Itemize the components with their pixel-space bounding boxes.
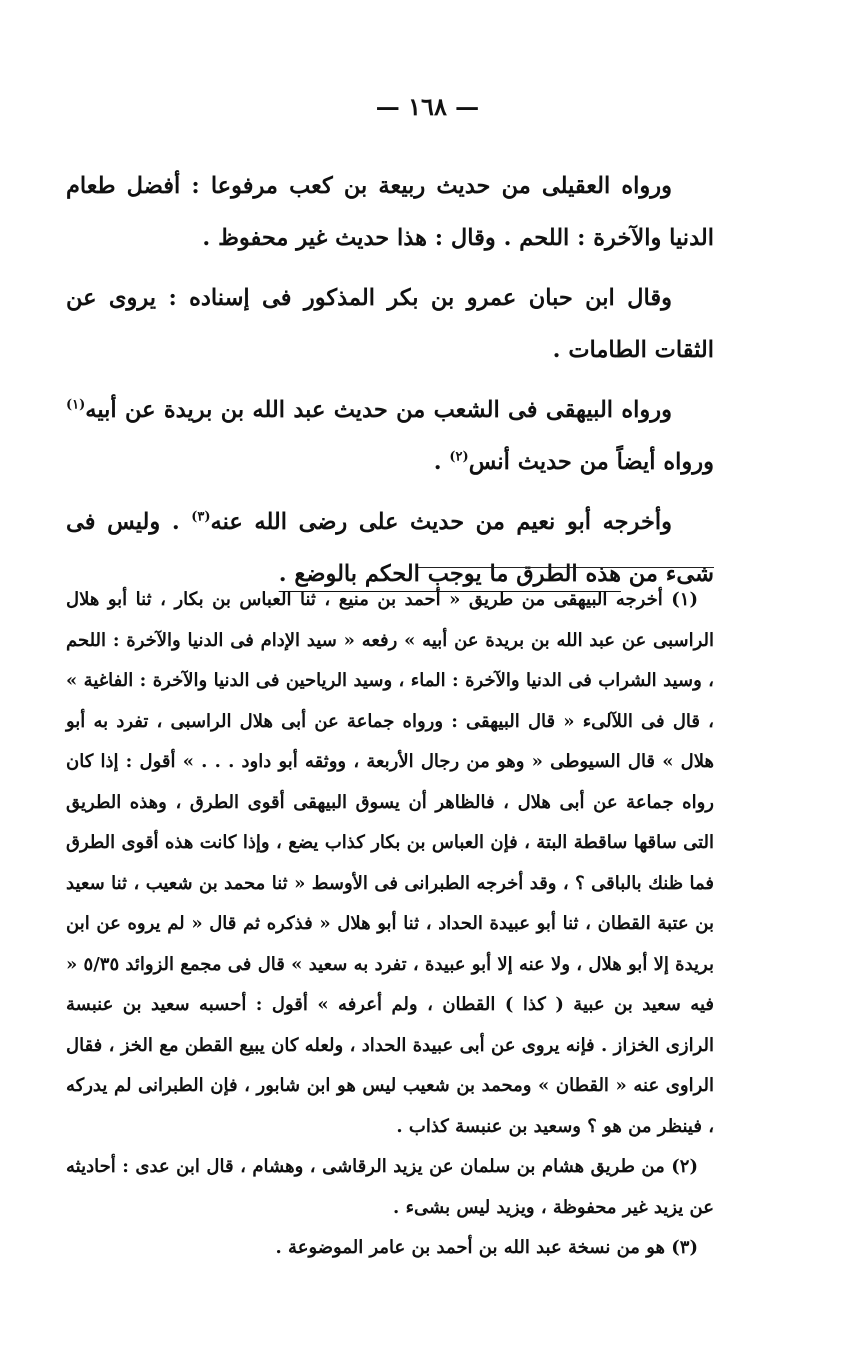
footnote-3: (٣) هو من نسخة عبد الله بن أحمد بن عامر الموضوعة . <box>275 1237 698 1258</box>
paragraph-3 <box>66 384 714 488</box>
main-text <box>66 160 714 608</box>
paragraph-4-text-c: هذه الطرق ما يوجب الحكم بالوضع . <box>278 561 621 587</box>
footnote-1: (١) أخرجه البيهقى من طريق « أحمد بن منيع ، ثنا العباس بن بكار ، ثنا أبو هلال الراسبى عن عبد الله بن بريدة عن أبيه » رفعه « سيد الإدام فى الدنيا والآخرة : اللحم ، وسيد الشراب فى الدنيا والآخرة : الماء ، وسيد الرياحين فى الدنيا والآخرة : الفاغية » ، قال فى اللآلىء « قال البيهقى : ورواه جماعة عن أبى هلال الراسبى ، تفرد به أبو هلال » قال السيوطى « وهو من رجال الأربعة ، ووثقه أبو داود . . . » أقول : إذا كان رواه جماعة عن أبى هلال ، فالظاهر أن يسوق البيهقى أقوى الطرق ، وهذه الطريق التى ساقها ساقطة البتة ، فإن العباس بن بكار كذاب يضع ، وإذا كانت هذه أقوى الطرق فما ظنك بالباقى ؟ ، وقد أخرجه الطبرانى فى الأوسط « ثنا محمد بن شعيب ، ثنا سعيد بن عتبة القطان ، ثنا أبو عبيدة الحداد ، ثنا أبو هلال « فذكره ثم قال « لم يروه عن ابن بريدة إلا أبو هلال ، ولا عنه إلا أبو عبيدة ، تفرد به سعيد » قال فى مجمع الزوائد ٥/٣٥ « فيه سعيد بن عبية ( كذا ) القطان ، ولم أعرفه » أقول : أحسبه سعيد بن عنبسة الرازى الخزاز . فإنه يروى عن أبى عبيدة الحداد ، ولعله كان يبيع القطن مع الخز ، فقال الراوى عنه « القطان » ومحمد بن شعيب ليس هو ابن شابور ، فإن الطبرانى لم يدركه ، فينظر من هو ؟ وسعيد بن عنبسة كذاب . <box>66 589 714 1137</box>
paragraph-3-text-b: ورواه أيضاً من حديث أنس <box>468 449 714 475</box>
footnotes <box>66 580 714 1269</box>
footnote-ref-3: (٣) <box>191 509 211 525</box>
paragraph-4-text-b: . وليس فى شىء من <box>66 509 714 587</box>
page-number: — ١٦٨ — <box>375 92 480 121</box>
footnote-separator <box>418 567 714 568</box>
paragraph-3-text-a: ورواه البيهقى فى الشعب من حديث عبد الله بن بريدة عن أبيه <box>85 397 672 423</box>
paragraph-3-text-c: . <box>433 449 442 475</box>
paragraph-1: ورواه العقيلى من حديث ربيعة بن كعب مرفوعا : أفضل طعام الدنيا والآخرة : اللحم . وقال : هذا حديث غير محفوظ . <box>66 173 714 251</box>
paragraph-4-text-a: وأخرجه أبو نعيم من حديث على رضى الله عنه <box>210 509 672 535</box>
footnote-ref-1: (١) <box>66 397 86 413</box>
footnote-2: (٢) من طريق هشام بن سلمان عن يزيد الرقاشى ، وهشام ، قال ابن عدى : أحاديثه عن يزيد غير محفوظة ، ويزيد ليس بشىء . <box>66 1156 714 1218</box>
paragraph-2: وقال ابن حبان عمرو بن بكر المذكور فى إسناده : يروى عن الثقات الطامات . <box>66 285 714 363</box>
footnote-ref-2: (٢) <box>449 449 469 465</box>
